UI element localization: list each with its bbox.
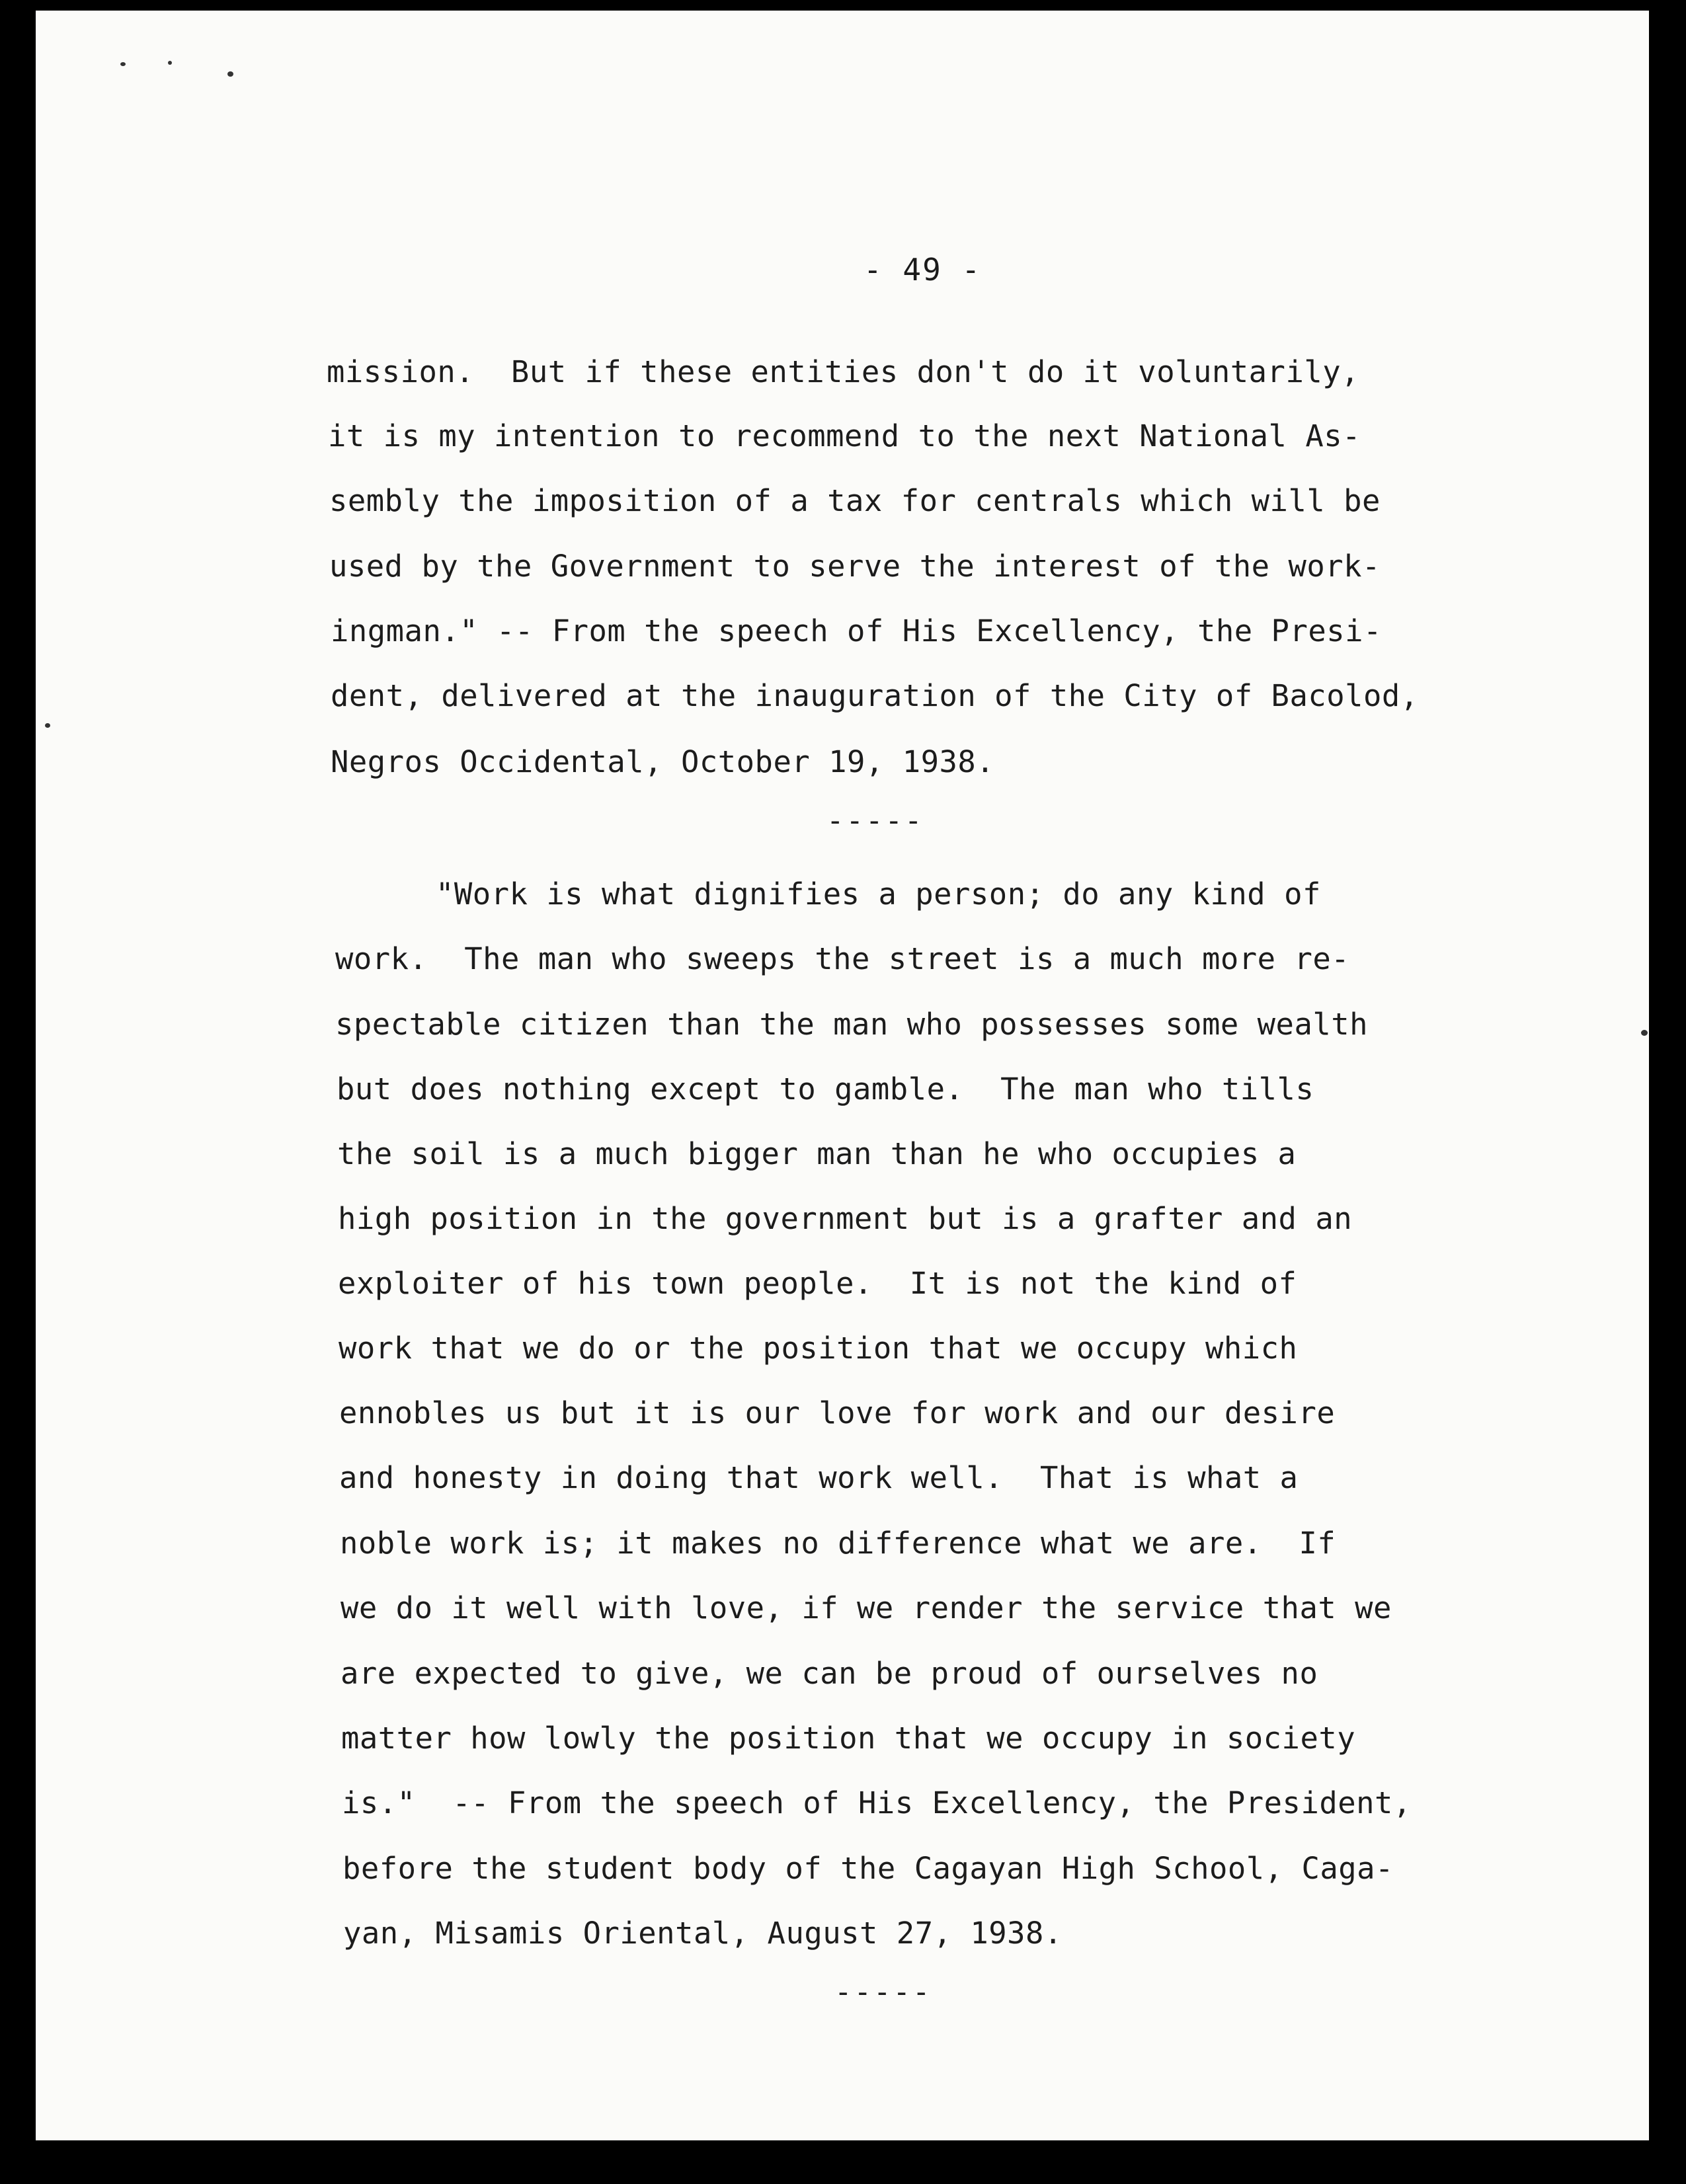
text-line: matter how lowly the position that we occupy in society bbox=[341, 1721, 1356, 1756]
text-line: sembly the imposition of a tax for centrals which will be bbox=[329, 483, 1381, 518]
text-line: but does nothing except to gamble. The man who tills bbox=[337, 1072, 1314, 1107]
section-separator: ----- bbox=[826, 804, 924, 838]
text-line: are expected to give, we can be proud of ourselves no bbox=[341, 1656, 1318, 1691]
text-line: ennobles us but it is our love for work and our desire bbox=[339, 1395, 1336, 1430]
text-line: Negros Occidental, October 19, 1938. bbox=[331, 744, 995, 779]
text-line: ingman." -- From the speech of His Excellency, the Presi- bbox=[331, 613, 1382, 648]
text-line: we do it well with love, if we render the service that we bbox=[341, 1590, 1392, 1625]
document-page bbox=[36, 11, 1649, 2140]
text-line: it is my intention to recommend to the next National As- bbox=[328, 418, 1361, 453]
scan-speck bbox=[168, 61, 172, 65]
text-line: exploiter of his town people. It is not the kind of bbox=[338, 1266, 1297, 1301]
text-line: dent, delivered at the inauguration of the City of Bacolod, bbox=[331, 678, 1419, 713]
text-line: is." -- From the speech of His Excellency, the President, bbox=[342, 1785, 1412, 1820]
text-line: and honesty in doing that work well. That is what a bbox=[339, 1460, 1299, 1495]
text-line: the soil is a much bigger man than he who occupies a bbox=[337, 1136, 1297, 1171]
text-line: used by the Government to serve the interest of the work- bbox=[329, 549, 1381, 584]
text-line: mission. But if these entities don't do it voluntarily, bbox=[327, 354, 1360, 389]
text-line: noble work is; it makes no difference what we are. If bbox=[340, 1526, 1336, 1561]
scan-speck bbox=[120, 62, 126, 66]
text-line: yan, Misamis Oriental, August 27, 1938. bbox=[343, 1916, 1063, 1951]
text-line: spectable citizen than the man who possesses some wealth bbox=[335, 1007, 1369, 1042]
text-line: "Work is what dignifies a person; do any kind of bbox=[436, 877, 1321, 912]
section-separator: ----- bbox=[834, 1975, 932, 2009]
text-line: before the student body of the Cagayan High School, Caga- bbox=[342, 1851, 1394, 1886]
page-number: - 49 - bbox=[863, 252, 982, 288]
scan-speck bbox=[227, 71, 233, 77]
scan-speck bbox=[1641, 1030, 1648, 1036]
scan-speck bbox=[45, 723, 50, 728]
text-line: high position in the government but is a grafter and an bbox=[338, 1201, 1353, 1236]
text-line: work. The man who sweeps the street is a much more re- bbox=[335, 941, 1350, 976]
text-line: work that we do or the position that we occupy which bbox=[339, 1331, 1298, 1366]
